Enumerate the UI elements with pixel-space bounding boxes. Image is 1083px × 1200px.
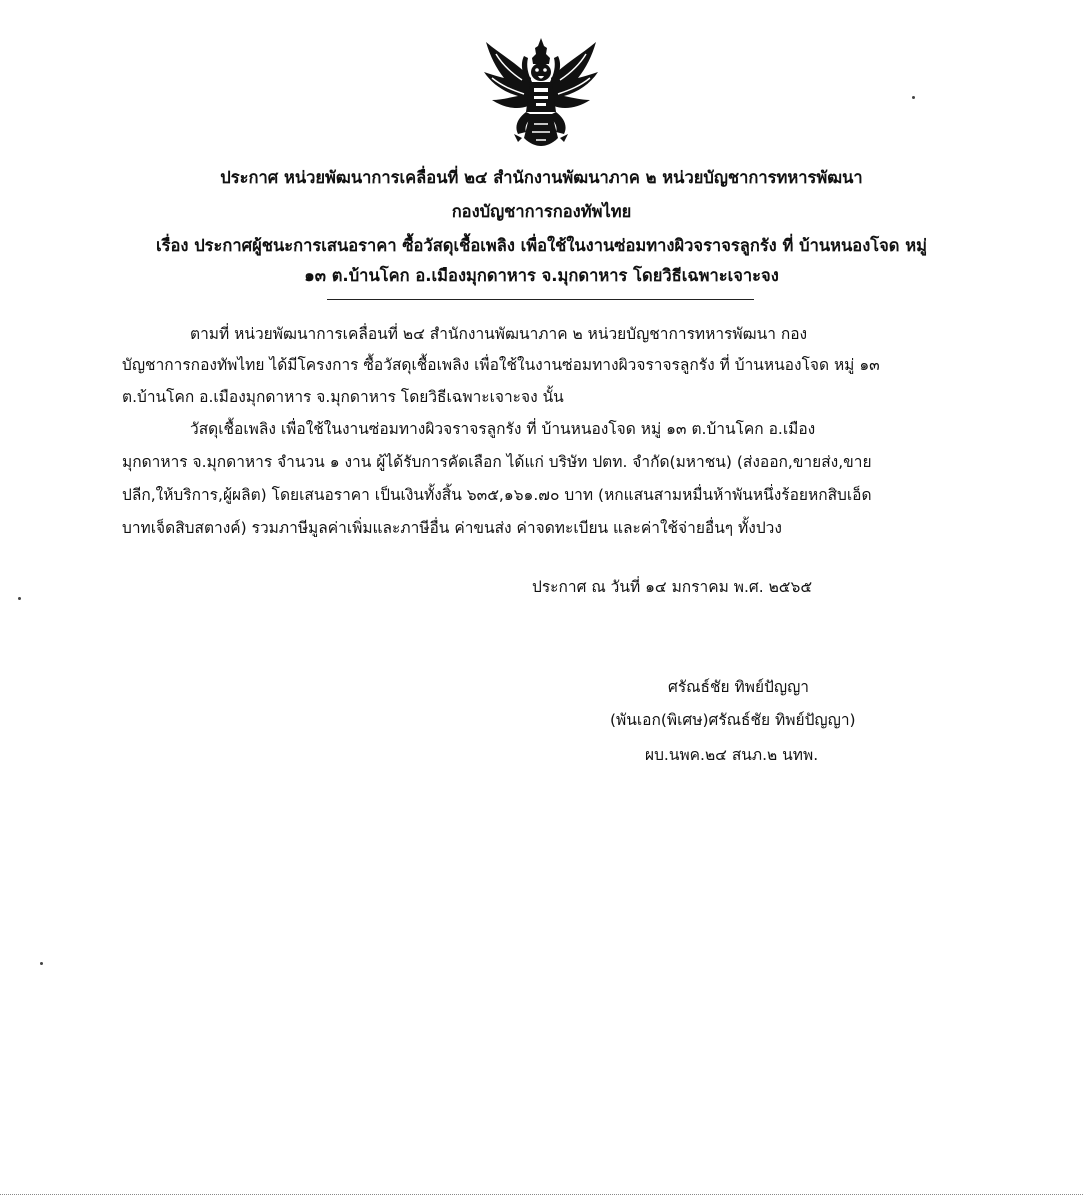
- signature-name: ศรัณธ์ชัย ทิพย์ปัญญา: [668, 678, 810, 696]
- paragraph-1-line-1: ตามที่ หน่วยพัฒนาการเคลื่อนที่ ๒๔ สำนักงานพัฒนาภาค ๒ หน่วยบัญชาการทหารพัฒนา กอง: [190, 325, 808, 343]
- heading-subject-cont: ๑๓ ต.บ้านโคก อ.เมืองมุกดาหาร จ.มุกดาหาร โดยวิธีเฉพาะเจาะจง: [304, 266, 779, 285]
- paragraph-1-line-3: ต.บ้านโคก อ.เมืองมุกดาหาร จ.มุกดาหาร โดยวิธีเฉพาะเจาะจง นั้น: [122, 388, 564, 406]
- heading-subject: เรื่อง ประกาศผู้ชนะการเสนอราคา ซื้อวัสดุเชื้อเพลิง เพื่อใช้ในงานซ่อมทางผิวจราจรลูกรัง ที่ บ้านหนองโจด หมู่: [155, 236, 927, 255]
- paragraph-2-line-1: วัสดุเชื้อเพลิง เพื่อใช้ในงานซ่อมทางผิวจราจรลูกรัง ที่ บ้านหนองโจด หมู่ ๑๓ ต.บ้านโคก อ.เมือง: [190, 420, 816, 438]
- paragraph-2-line-4: บาทเจ็ดสิบสตางค์) รวมภาษีมูลค่าเพิ่มและภาษีอื่น ค่าขนส่ง ค่าจดทะเบียน และค่าใช้จ่ายอื่นๆ ทั้งปวง: [122, 519, 782, 537]
- announcement-date: ประกาศ ณ วันที่ ๑๔ มกราคม พ.ศ. ๒๕๖๕: [532, 578, 813, 596]
- signature-position: ผบ.นพค.๒๔ สนภ.๒ นทพ.: [645, 746, 819, 764]
- scan-speck: [40, 962, 43, 965]
- paragraph-2-line-3: ปลีก,ให้บริการ,ผู้ผลิต) โดยเสนอราคา เป็นเงินทั้งสิ้น ๖๓๕,๑๖๑.๗๐ บาท (หกแสนสามหมื่นห้าพันหนึ่งร้อยหกสิบเอ็ด: [122, 486, 872, 504]
- paragraph-2-line-2: มุกดาหาร จ.มุกดาหาร จำนวน ๑ งาน ผู้ได้รับการคัดเลือก ได้แก่ บริษัท ปตท. จำกัด(มหาชน) (ส่งออก,ขายส่ง,ขาย: [122, 453, 872, 471]
- garuda-emblem-icon: [478, 34, 604, 152]
- heading-command: กองบัญชาการกองทัพไทย: [451, 202, 632, 221]
- heading-agency: ประกาศ หน่วยพัฒนาการเคลื่อนที่ ๒๔ สำนักงานพัฒนาภาค ๒ หน่วยบัญชาการทหารพัฒนา: [220, 168, 863, 187]
- scan-speck: [18, 597, 21, 600]
- paragraph-1-line-2: บัญชาการกองทัพไทย ได้มีโครงการ ซื้อวัสดุเชื้อเพลิง เพื่อใช้ในงานซ่อมทางผิวจราจรลูกรัง ที่ บ้านหนองโจด หมู่ ๑๓: [122, 356, 880, 374]
- heading-divider: [327, 299, 754, 300]
- scan-bottom-edge: [0, 1194, 1083, 1195]
- scan-speck: [912, 96, 915, 99]
- signature-full-name: (พันเอก(พิเศษ)ศรัณธ์ชัย ทิพย์ปัญญา): [610, 711, 856, 729]
